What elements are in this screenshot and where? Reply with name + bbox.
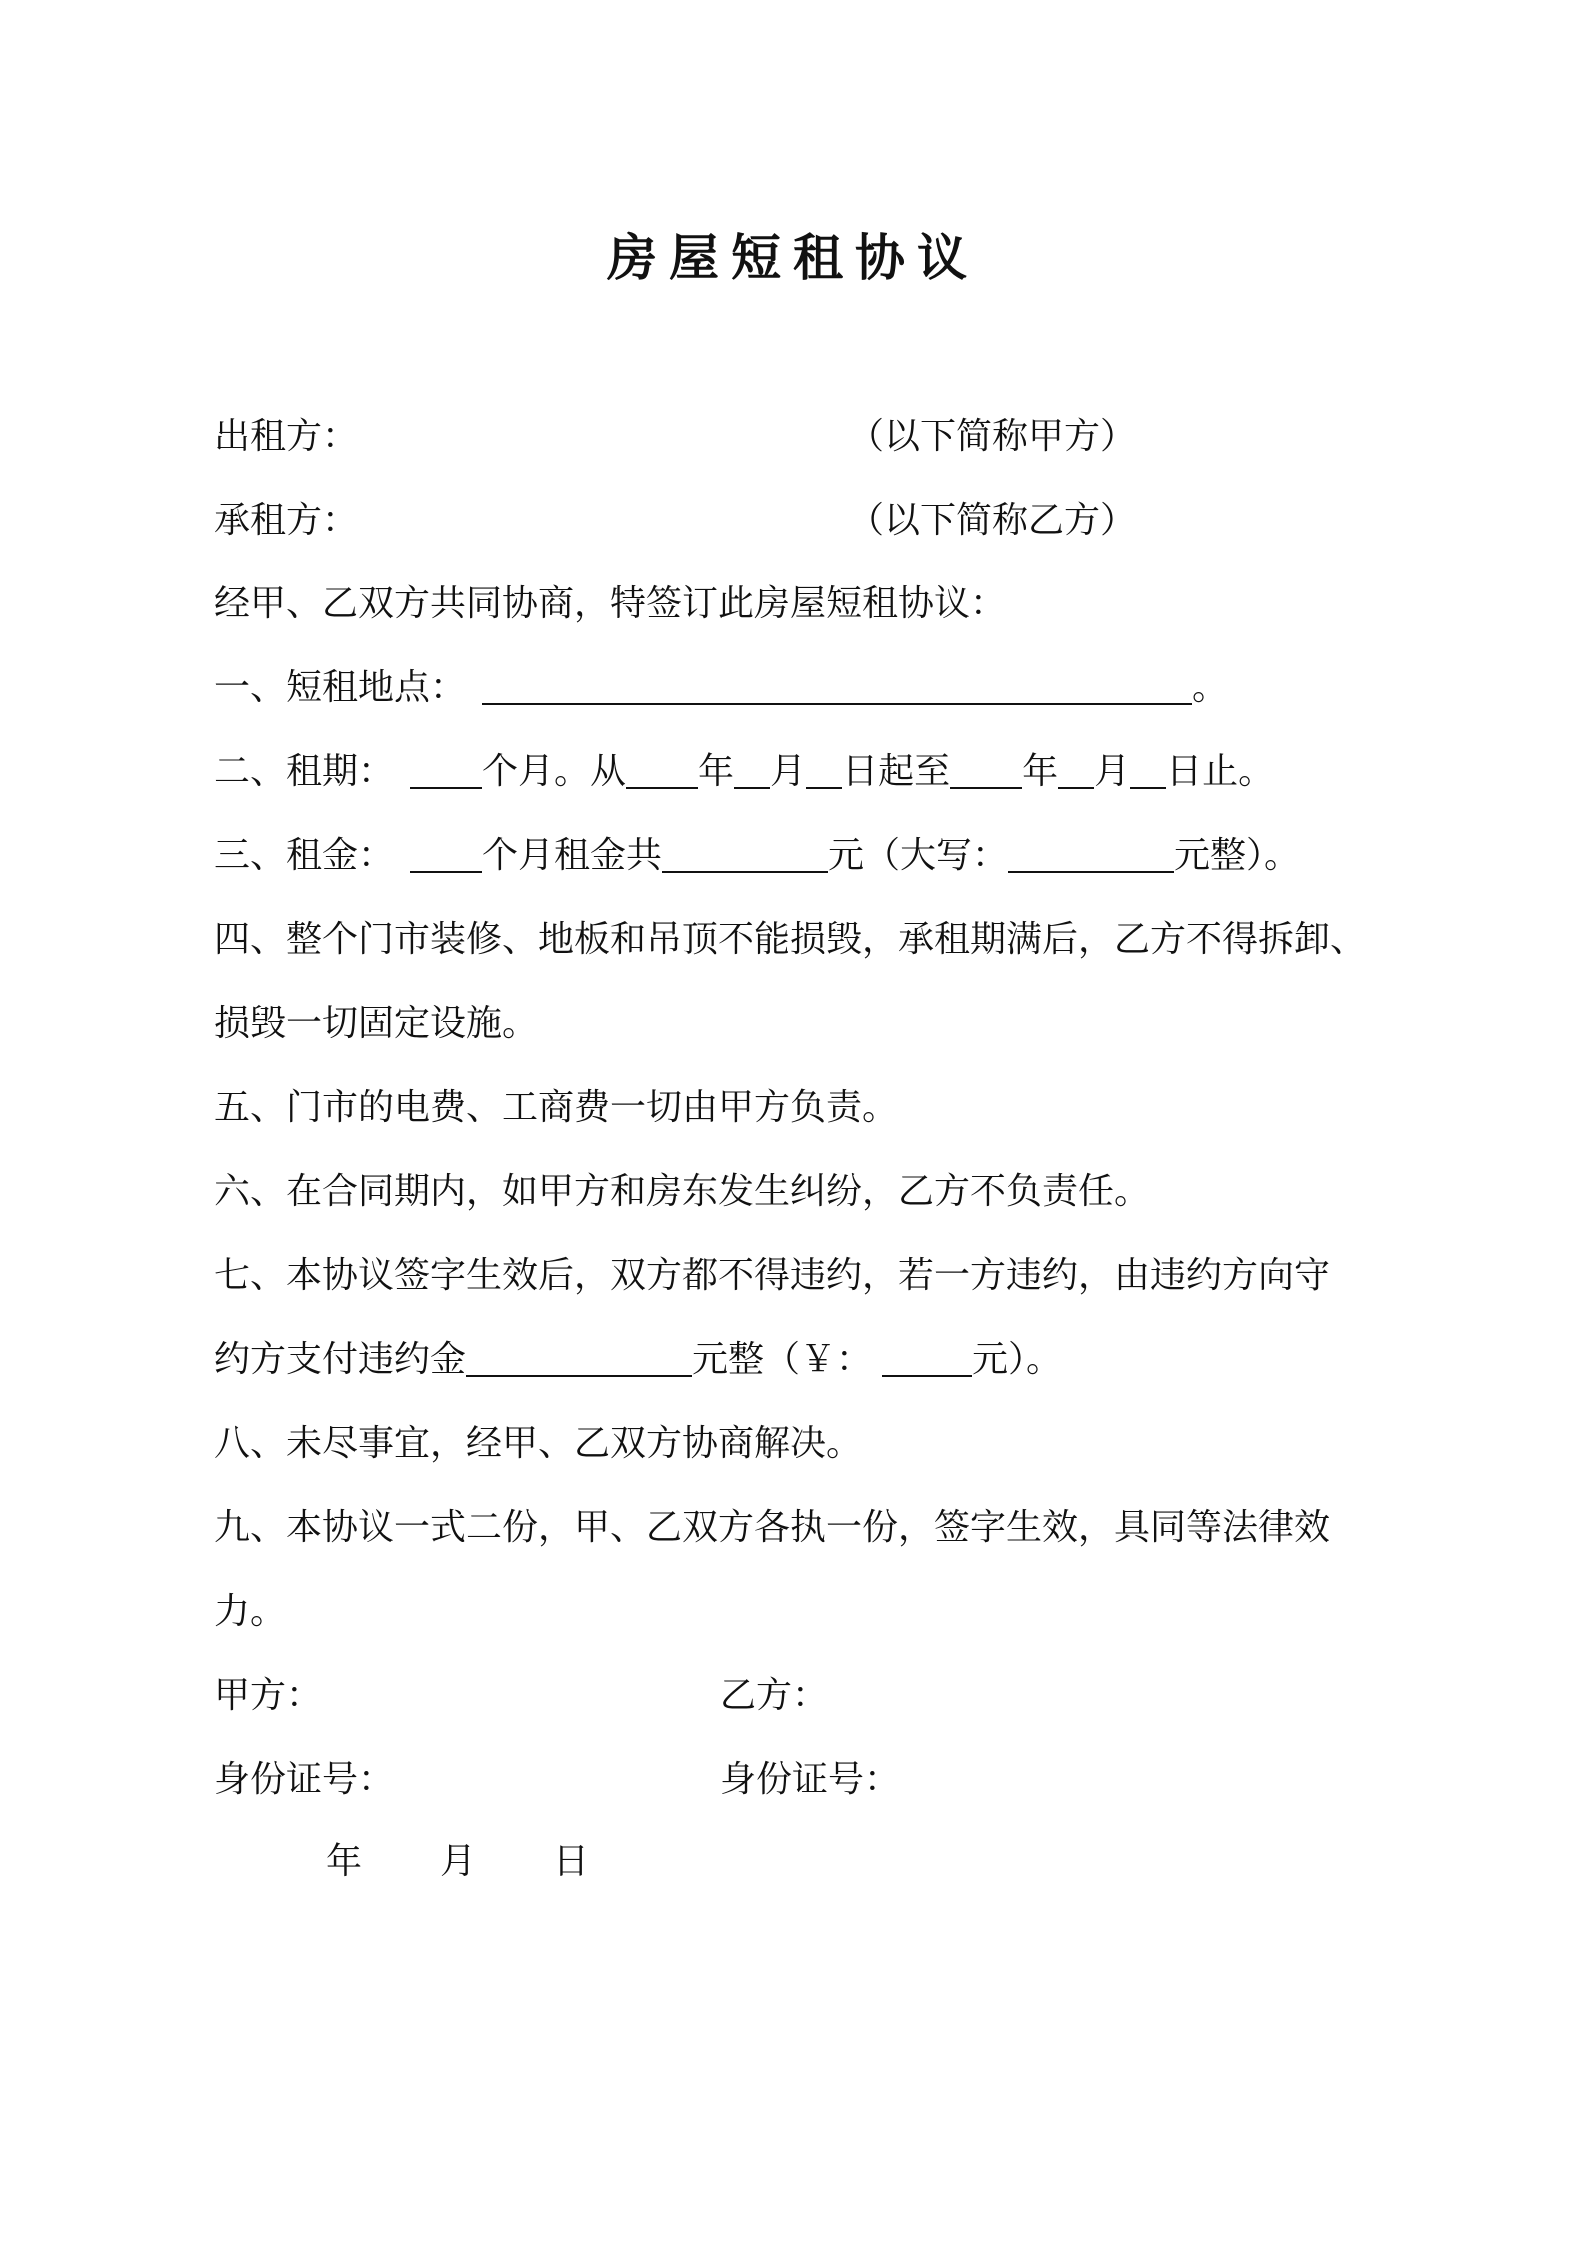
intro-text: 经甲、乙双方共同协商，特签订此房屋短租协议： [214,583,1007,624]
clause-4-line-1: 四、整个门市装修、地板和吊顶不能损毁，承租期满后，乙方不得拆卸、 [214,919,1367,960]
lease-months-blank [410,751,482,789]
clause-2-month2: 月 [1094,751,1131,792]
clause-2-day-to: 日止。 [1166,751,1275,792]
clause-5: 五、门市的电费、工商费一切由甲方负责。 [214,1087,899,1128]
rent-months-blank [410,835,482,873]
clause-3 [214,832,1300,880]
clause-1-prefix: 一、短租地点： [214,667,467,708]
lessor-label: 出租方： [214,416,359,457]
lessor-note: （以下简称甲方） [848,416,1137,457]
rent-amount-blank [662,835,828,873]
clause-3-yuan: 元（大写： [828,835,1009,876]
end-month-blank [1058,751,1094,789]
clause-7-mid: 元整（￥： [692,1339,873,1380]
sign-date-month: 月 [440,1841,477,1882]
clause-9-line-2: 力。 [214,1591,287,1632]
party-a-id: 身份证号： [214,1759,395,1800]
clause-7-suffix: 元）。 [972,1339,1063,1380]
clause-3-rent-total: 个月租金共 [482,835,663,876]
penalty-yuan-blank [882,1339,972,1377]
clause-2-month1: 月 [770,751,807,792]
clause-2-year1: 年 [698,751,735,792]
clause-8: 八、未尽事宜，经甲、乙双方协商解决。 [214,1423,863,1464]
clause-3-yuan-whole: 元整）。 [1174,835,1301,876]
penalty-amount-blank [466,1339,692,1377]
clause-7-prefix: 约方支付违约金 [214,1339,467,1380]
party-b-id: 身份证号： [720,1759,901,1800]
party-a-signature: 甲方： [214,1675,323,1716]
party-b-signature: 乙方： [720,1675,829,1716]
lessee-note: （以下简称乙方） [848,500,1137,541]
location-blank [482,667,1192,705]
clause-7-line-1: 七、本协议签字生效后，双方都不得违约，若一方违约，由违约方向守 [214,1255,1331,1296]
start-day-blank [806,751,842,789]
lessee-label: 承租方： [214,500,359,541]
start-year-blank [626,751,698,789]
lessor-row [214,413,358,461]
clause-6: 六、在合同期内，如甲方和房东发生纠纷，乙方不负责任。 [214,1171,1151,1212]
clause-3-prefix: 三、租金： [214,835,395,876]
start-month-blank [734,751,770,789]
end-year-blank [950,751,1022,789]
lessee-row [214,497,358,545]
sign-date-day: 日 [553,1841,590,1882]
page-title: 房屋短租协议 [607,229,979,287]
clause-7-line-2 [214,1336,1062,1384]
clause-2-prefix: 二、租期： [214,751,395,792]
clause-2 [214,748,1274,796]
clause-1-suffix: 。 [1192,667,1229,708]
rent-amount-words-blank [1008,835,1174,873]
clause-9-line-1: 九、本协议一式二份，甲、乙双方各执一份，签字生效，具同等法律效 [214,1507,1331,1548]
clause-2-months: 个月。从 [482,751,627,792]
clause-4-line-2: 损毁一切固定设施。 [214,1003,539,1044]
clause-1 [214,664,1228,712]
clause-2-day-from: 日起至 [842,751,951,792]
end-day-blank [1130,751,1166,789]
sign-date-year: 年 [326,1841,363,1882]
clause-2-year2: 年 [1022,751,1059,792]
